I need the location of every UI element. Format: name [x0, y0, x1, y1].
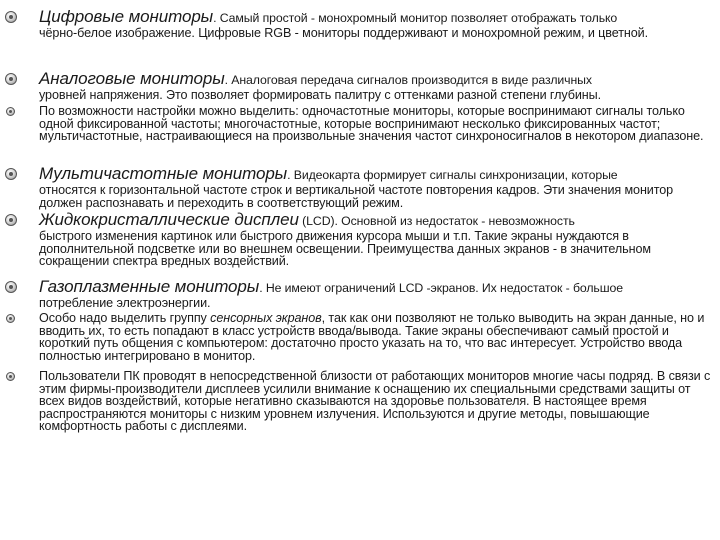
- item-text: [39, 8, 712, 40]
- item-text: [39, 165, 712, 209]
- item-body: относятся к горизонтальной частоте строк и вертикальной частоте повторения кадров. Эти значения монитор должен распознавать и переходить в соответствующий режим.: [39, 183, 674, 210]
- item-heading: Цифровые мониторы: [39, 7, 214, 26]
- item-text: [39, 278, 712, 310]
- item-body: уровней напряжения. Это позволяет формировать палитру с оттенками разной степени глубины.: [39, 88, 601, 102]
- item-text: По возможности настройки можно выделить: одночастотные мониторы, которые воспринимают сигналы только одной фиксированной частоты; многочастотные, которые воспринимают несколько фиксированных частот; мультичастотные, настраивающиеся на произвольные значения частот синхроносигналов в некотором диапазоне.: [39, 104, 704, 144]
- item-text: Пользователи ПК проводят в непосредственной близости от работающих мониторов многие часы подряд. В связи с этим фирмы-производители дисплеев усилили внимание к оснащению их специальными средствами защиты от всех видов воздействий, которые негативно сказываются на здоровье пользователя. В настоящее время распространяются мониторы с низким уровнем излучения. Используются и другие методы, повышающие комфортность работы с дисплеями.: [39, 369, 711, 434]
- item-heading: Жидкокристаллические дисплеи: [39, 210, 299, 229]
- item-heading-rest: . Не имеют ограничений LCD -экранов. Их недостаток - большое: [259, 281, 623, 295]
- item-heading: Газоплазменные мониторы: [39, 277, 260, 296]
- item-text-part: , так как они позволяют не только выводить на экран данные, но и вводить их, то есть попадают в класс устройств ввода/вывода. Такие экраны обеспечивают самый простой и короткий путь общения с компьютером: достаточно просто указать на то, что вас интересует. Устройство ввода полностью интегрировано в монитор.: [39, 311, 705, 363]
- item-text-italic: сенсорных экранов: [210, 311, 322, 325]
- bullet-icon: [6, 314, 15, 323]
- item-body: быстрого изменения картинок или быстрого движения курсора мыши и т.п. Такие экраны нуждаются в дополнительной подсветке или во внешнем освещении. Преимущества данных экранов - в значительном сокращении спектра вредных воздействий.: [39, 229, 651, 269]
- bullet-icon: [6, 107, 15, 116]
- item-heading-rest: . Самый простой - монохромный монитор позволяет отображать только: [213, 11, 618, 25]
- item-heading: Мультичастотные мониторы: [39, 164, 288, 183]
- item-body: чёрно-белое изображение. Цифровые RGB - мониторы поддерживают и монохромной режим, и цветной.: [39, 26, 648, 40]
- item-text: [39, 211, 712, 268]
- bullet-icon: [6, 372, 15, 381]
- item-text: [39, 312, 712, 362]
- item-heading-rest: (LCD). Основной из недостаток - невозможность: [298, 214, 575, 228]
- item-heading: Аналоговые мониторы: [39, 69, 225, 88]
- bullet-icon: [5, 214, 17, 226]
- item-heading-rest: . Видеокарта формирует сигналы синхронизации, которые: [287, 168, 618, 182]
- item-heading-rest: . Аналоговая передача сигналов производится в виде различных: [224, 73, 592, 87]
- item-text: [39, 70, 712, 102]
- bullet-icon: [5, 11, 17, 23]
- bullet-icon: [5, 168, 17, 180]
- item-text-part: Особо надо выделить группу: [39, 311, 211, 325]
- item-body: потребление электроэнергии.: [39, 296, 211, 310]
- bullet-icon: [5, 73, 17, 85]
- bullet-icon: [5, 281, 17, 293]
